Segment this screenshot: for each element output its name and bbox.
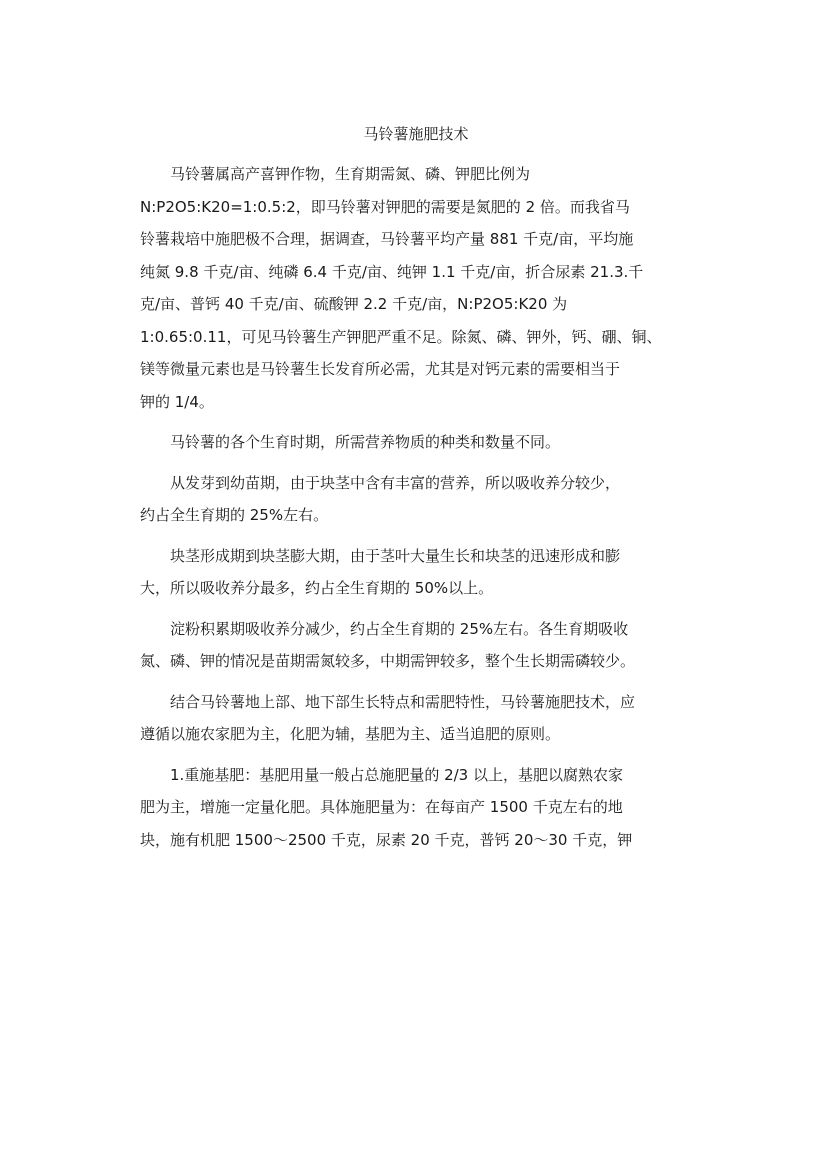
text-line: 块，施有机肥 1500～2500 千克，尿素 20 千克，普钙 20～30 千克，钾 (140, 830, 633, 849)
text-line: 淀粉积累期吸收养分减少，约占全生育期的 25%左右。各生育期吸收 (170, 619, 629, 638)
text-line: 镁等微量元素也是马铃薯生长发育所必需，尤其是对钙元素的需要相当于 (140, 360, 621, 378)
text-line: 氮、磷、钾的情况是苗期需氮较多，中期需钾较多，整个生长期需磷较少。 (140, 652, 636, 670)
text-line: 铃薯栽培中施肥极不合理，据调查，马铃薯平均产量 881 千克/亩，平均施 (140, 230, 634, 248)
text-line: 1.重施基肥：基肥用量一般占总施肥量的 2/3 以上，基肥以腐熟农家 (170, 765, 623, 784)
paragraph-1 (140, 158, 692, 418)
text-line: 马铃薯的各个生育时期，所需营养物质的种类和数量不同。 (170, 433, 561, 451)
text-line: 结合马铃薯地上部、地下部生长特点和需肥特性，马铃薯施肥技术，应 (170, 692, 636, 711)
text-line: 大，所以吸收养分最多，约占全生育期的 50%以上。 (140, 579, 494, 597)
text-line: N:P2O5:K20=1:0.5:2，即马铃薯对钾肥的需要是氮肥的 2 倍。而我省马 (140, 197, 630, 216)
text-line: 纯氮 9.8 千克/亩、纯磷 6.4 千克/亩、纯钾 1.1 千克/亩，折合尿素 21.3.千 (140, 262, 644, 281)
document-page (140, 118, 692, 864)
text-line: 马铃薯属高产喜钾作物，生育期需氮、磷、钾肥比例为 (170, 165, 531, 183)
document-title: 马铃薯施肥技术 (363, 125, 469, 143)
text-line: 克/亩、普钙 40 千克/亩、硫酸钾 2.2 千克/亩，N:P2O5:K20 为 (140, 295, 568, 313)
text-line: 遵循以施农家肥为主，化肥为辅，基肥为主、适当追肥的原则。 (140, 725, 561, 743)
paragraph-3 (140, 467, 692, 532)
paragraph-5 (140, 613, 692, 678)
paragraph-4 (140, 540, 692, 605)
text-line: 1:0.65:0.11，可见马铃薯生产钾肥严重不足。除氮、磷、钾外，钙、硼、铜、 (140, 327, 662, 346)
text-line: 块茎形成期到块茎膨大期，由于茎叶大量生长和块茎的迅速形成和膨 (170, 546, 621, 565)
text-line: 肥为主，增施一定量化肥。具体施肥量为：在每亩产 1500 千克左右的地 (140, 798, 623, 816)
paragraph-6 (140, 686, 692, 751)
text-line: 钾的 1/4。 (140, 392, 214, 411)
paragraph-2 (140, 426, 692, 459)
text-line: 从发芽到幼苗期，由于块茎中含有丰富的营养，所以吸收养分较少， (170, 473, 621, 492)
paragraph-7 (140, 759, 692, 857)
text-line: 约占全生育期的 25%左右。 (140, 506, 329, 524)
